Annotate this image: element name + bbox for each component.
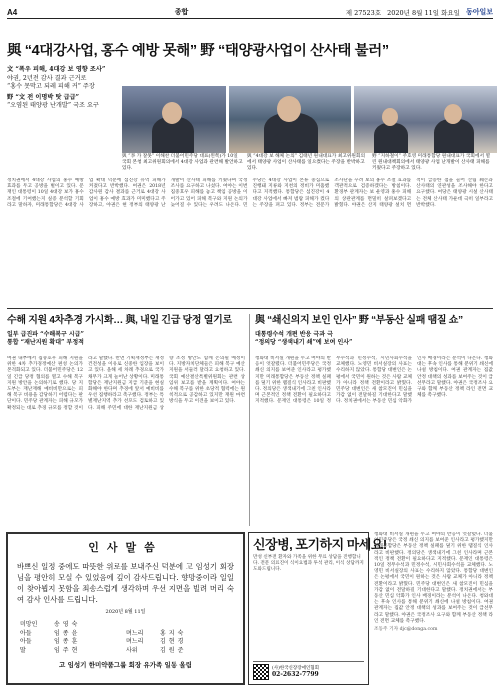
photo-caption: 與 “李 가 잘못” 이해찬 더불어민주당 대표(왼쪽)가 10일 국회 본청 최고위원회의에서 4대강 사업과 관련해 발언하고 있다. bbox=[122, 154, 243, 171]
lead-line: “홍수 못막고 되레 피해 커” 주장 bbox=[7, 83, 95, 90]
kidney-ad-contact bbox=[253, 661, 364, 680]
issue-number: 제 27523호 bbox=[345, 8, 382, 17]
photo-strip bbox=[122, 86, 497, 153]
family-row: 딸 임주현 사위 김원준 bbox=[20, 646, 187, 654]
issue-date: 2020년 8월 11일 화요일 bbox=[387, 8, 460, 17]
photo-joo-hoyoung bbox=[354, 86, 497, 153]
issue-info bbox=[346, 7, 493, 17]
left-story-body: 여권 내부에서 집중호우 피해 지원을 위한 4차 추가경정예산 편성 논의가 본격화되고 있다. 더불어민주당은 12일 긴급 당정 협의를 열고 수해 복구 지원 방안을 논의하기로 했다. 당 지도부는 재난재해 예비비만으로는 피해 복구 비용을 감당하기 어렵다는 판단이다. 민주당 관계자는 피해 규모가 확정되는 대로 추경 규모를 정할 것이라고 말했다. 반면 기획재정부는 재정 건전성을 이유로 신중한 입장을 보이고 있다. 올해 세 차례 추경으로 국가채무가 크게 늘어난 상황이다. 미래통합당은 재난지원금 지급 기준을 현실화해야 한다며 추경에 앞서 예비비를 우선 집행하라고 촉구했다. 정부는 특별재난지역 추가 선포도 검토하고 있다. 피해 주민에 대한 재난지원금 상향 조정 방안도 함께 논의될 예정이다. 지방자치단체들은 피해 복구 예산 지원을 서둘러 달라고 요청하고 있다. 국회 예산결산특별위원회는 관련 상임위 보고를 받을 계획이다. 여야는 수해 복구를 위한 초당적 협력에는 원칙적으로 공감하고 있지만 재원 마련 방식을 두고 이견을 보이고 있다. bbox=[7, 356, 245, 411]
left-story bbox=[7, 314, 245, 347]
notice-title: 인사말씀 bbox=[88, 541, 163, 554]
page-header bbox=[7, 6, 493, 19]
byline: 조동주 기자 djc@donga.com bbox=[374, 627, 438, 633]
page-number: A4 bbox=[7, 7, 18, 17]
condolence-notice-ad bbox=[6, 532, 245, 685]
kidney-ad-phone: 02-2632-7799 bbox=[272, 671, 319, 678]
right-story-continued: 청와대 비서실 개편을 두고 여야의 반응이 엇갈렸다. 더불어민주당은 국정 쇄신 의지를 보여준 인사라고 평가했지만 미래통합당은 부동산 정책 실패를 덮기 위한 땜질식 인사라고 비판했다. 정의당은 생색내기에 그친 인사라며 근본적인 정책 전환이 필요하다고 지적했다. 문재인 대통령은 10일 정무수석과 민정수석, 시민사회수석을 교체했다. 노영민 비서실장의 사표는 수리하지 않았다. 통합당 대변인은 논평에서 국민이 원하는 것은 사람 교체가 아니라 정책 전환이라고 밝혔다. 민주당 대변인은 새 참모진이 민심을 가감 없이 전달하길 기대한다고 말했다. 정치권에서는 부동산 민심 악화가 인사 배경이라는 분석이 나온다. 청와대는 후속 인사를 통해 분위기 쇄신에 나설 방침이다. 여권 관계자는 집값 안정 대책의 성과를 보여주는 것이 급선무라고 말했다. 야권은 국정조사 요구와 함께 부동산 정책 라인 전면 교체를 촉구했다. 조동주 기자 djc@donga.com bbox=[374, 532, 493, 633]
left-story-subhead: 통합 “재난지원 확대” 부정적 bbox=[7, 339, 84, 346]
notice-body: 바쁘신 일정 중에도 따뜻한 위로를 보내주신 덕분에 고 임성기 회장님을 평안히 모실 수 있었음에 깊이 감사드립니다. 향망중이라 일일이 찾아뵙지 못함을 죄송스럽게 생각하며 우선 지면을 빌려 머리 숙여 감사 인사를 드립니다. bbox=[17, 562, 234, 604]
kidney-ad-headline: 신장병, 포기하지 마세요! bbox=[253, 537, 387, 552]
column-divider bbox=[249, 314, 250, 526]
top-story-body: 정치권에서 4대강 사업의 홍수 예방 효과를 두고 공방을 벌이고 있다. 문재인 대통령이 10일 4대강 보가 홍수 조절에 기여했는지 실증 분석할 기회라고 말하자, 미래통합당은 4대강 사업 확대 덕분에 섬진강 유역 피해가 커졌다고 반박했다. 여권은 2018년 감사원 감사 결과를 근거로 4대강 사업이 홍수 예방 효과가 미미했다고 주장하고, 야권은 현 정부의 태양광 난개발이 산사태 피해를 키웠다며 국정조사를 요구하고 나섰다. 여야는 이번 집중호우 피해를 놓고 책임 공방을 이어가고 있어 피해 복구와 지원 논의가 늦어질 수 있다는 우려도 나온다. 민주당은 4대강 사업이 본류 중심으로 진행돼 지류와 지천의 정비가 미흡했다고 지적했다. 통합당은 섬진강이 4대강 사업에서 빠져 범람 피해가 컸다는 주장을 펴고 있다. 정부는 전문가 조사단을 꾸려 보의 홍수 조절 효과를 객관적으로 검증하겠다는 방침이다. 환경부 관계자는 보 운영과 홍수 피해의 상관관계를 면밀히 살펴보겠다고 밝혔다. 야권은 산지 태양광 설치 면적이 급증한 점을 들어 산림 훼손과 산사태의 연관성을 조사해야 한다고 요구했다. 여당은 태양광 시설 산사태는 전체 산사태 가운데 극히 일부라고 반박했다. bbox=[7, 178, 493, 208]
kidney-ad bbox=[248, 532, 387, 685]
right-story-subhead: “정의당 “생색내기 쇄”에 보여 인사” bbox=[255, 339, 353, 346]
lead-line: “오염된 태양광 난개발” 국조 요구 bbox=[7, 102, 99, 109]
newspaper-brand: 동아일보 bbox=[465, 7, 493, 16]
section-divider bbox=[7, 308, 493, 309]
right-story bbox=[255, 314, 493, 347]
right-story-body: 청와대 비서실 개편을 두고 여야의 반응이 엇갈렸다. 더불어민주당은 국정 쇄신 의지를 보여준 인사라고 평가했지만 미래통합당은 부동산 정책 실패를 덮기 위한 땜질식 인사라고 비판했다. 정의당은 생색내기에 그친 인사라며 근본적인 정책 전환이 필요하다고 지적했다. 문재인 대통령은 10일 정무수석과 민정수석, 시민사회수석을 교체했다. 노영민 비서실장의 사표는 수리하지 않았다. 통합당 대변인은 논평에서 국민이 원하는 것은 사람 교체가 아니라 정책 전환이라고 밝혔다. 민주당 대변인은 새 참모진이 민심을 가감 없이 전달하길 기대한다고 말했다. 정치권에서는 부동산 민심 악화가 인사 배경이라는 분석이 나온다. 청와대는 후속 인사를 통해 분위기 쇄신에 나설 방침이다. 여권 관계자는 집값 안정 대책의 성과를 보여주는 것이 급선무라고 말했다. 야권은 국정조사 요구와 함께 부동산 정책 라인 전면 교체를 촉구했다. bbox=[255, 356, 493, 405]
kidney-ad-body: 만성 신부전 환자와 가족을 위한 무료 상담을 진행합니다. 전문 의료진이 식이요법과 투석 관리, 이식 상담까지 도와드립니다. bbox=[253, 555, 364, 572]
photo-kim-taenyeon bbox=[229, 86, 351, 153]
left-story-subhead: 일부 급진파 “수해복구 시급” bbox=[7, 331, 84, 338]
lead-line: 文 “폭우 피해, 4대강 보 영향 조사” bbox=[7, 66, 106, 73]
family-row: 아들 임종윤 며느리 홍지숙 bbox=[20, 629, 187, 637]
kidney-ad-org: (사)한국신장장애인협회 bbox=[272, 666, 319, 671]
lead-line: 野 “文 전 이명박 탓 급급” bbox=[7, 93, 80, 101]
top-headline: 與 “4대강사업, 홍수 예방 못해” 野 “태양광사업이 산사태 불러” bbox=[7, 43, 389, 59]
family-row: 아들 임종훈 며느리 김현경 bbox=[20, 638, 187, 645]
family-names bbox=[8, 615, 243, 655]
family-row: 미망인 송영숙 bbox=[20, 621, 81, 628]
photo-caption: 野 “지하철이” 주호영 미래통합당 원내대표가 국회에서 열린 원내대책회의에서 태양광 사업 난개발이 산사태 피해를 키웠다고 주장하고 있다. bbox=[372, 154, 491, 171]
lead-summary bbox=[7, 66, 119, 111]
section-name: 종합 bbox=[174, 7, 189, 16]
lead-line: 야권, 2년전 감사 결과 근거로 bbox=[7, 74, 87, 82]
notice-footer: 고 임성기 한미약품그룹 회장 유가족 일동 올림 bbox=[59, 661, 192, 669]
photo-captions bbox=[122, 154, 493, 172]
right-story-headline: 與 “쇄신의지 보인 인사” 野 “부동산 실패 땜질 쇼” bbox=[255, 315, 463, 326]
qr-code-icon bbox=[253, 664, 269, 680]
notice-date: 2020년 8월 11일 bbox=[105, 609, 146, 615]
right-story-subhead: 대통령수석 개편 반응 극과 극 bbox=[255, 331, 333, 338]
photo-lee-haechan bbox=[122, 86, 226, 153]
photo-caption: 與 “4대강 보 해체 논의” 김태년 원내대표가 최고위원회의에서 태양광 사업이 산사태를 일으켰다는 주장을 반박하고 있다. bbox=[247, 154, 365, 171]
left-story-headline: 수해 지원 4차추경 가시화… 與, 내일 긴급 당정 열기로 bbox=[7, 315, 232, 326]
